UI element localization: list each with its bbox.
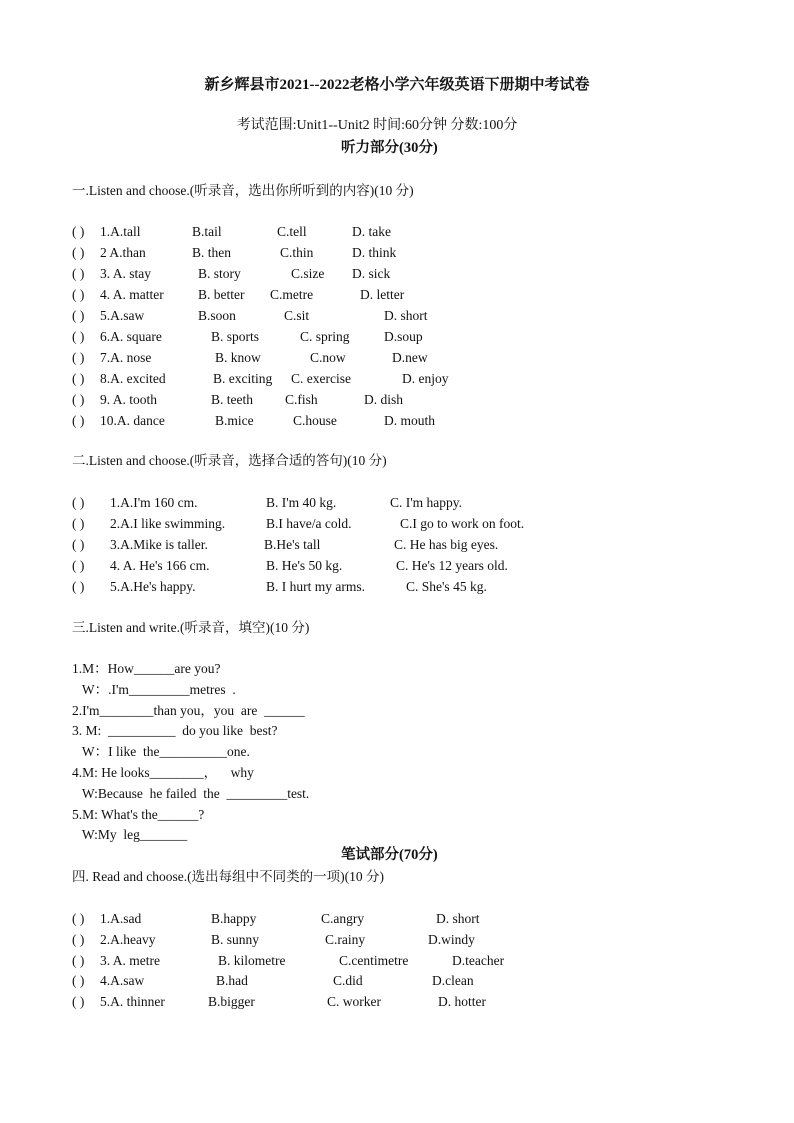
option-b: B. sunny [211,931,260,947]
option-a: 1.A.I'm 160 cm. [110,495,198,510]
option-num: 7.A. nose [100,350,152,365]
option-d: D. enjoy [402,371,449,386]
option-c: C. exercise [291,371,351,386]
option-c: C.thin [280,245,314,260]
option-paren: ( ) [72,537,85,552]
option-b: B. I hurt my arms. [266,579,365,594]
option-b: B.soon [198,308,236,323]
option-d: D.soup [384,329,423,344]
section1-instruction: 一.Listen and choose.(听录音，选出你所听到的内容)(10 分) [72,183,414,198]
option-c: C.house [293,413,337,428]
option-b: B. story [198,266,241,281]
section2-instruction: 二.Listen and choose.(听录音，选择合适的答句)(10 分) [72,453,387,468]
option-b: B. sports [211,329,260,344]
option-paren: ( ) [72,266,85,281]
option-b: B.happy [211,911,257,926]
option-b: B. I'm 40 kg. [266,495,337,510]
option-b: B.tail [192,224,222,239]
option-b: B.I have/a cold. [266,516,352,531]
option-d: D. think [352,245,397,260]
option-c: C.centimetre [339,952,409,968]
option-c: C.rainy [325,931,366,947]
fill-in-line: 1.M：How______are you? [72,661,221,676]
option-num: 1.A.tall [100,224,141,239]
option-num: 3. A. stay [100,266,152,281]
option-d: D. hotter [438,994,486,1010]
option-paren: ( ) [72,287,85,302]
option-paren: ( ) [72,371,85,386]
option-paren: ( ) [72,308,85,323]
option-paren: ( ) [72,245,85,260]
option-d: D. dish [364,392,404,407]
option-c: C. He's 12 years old. [396,558,508,573]
listening-heading: 听力部分(30分) [341,140,438,156]
option-c: C.did [333,973,363,989]
option-a: 2.A.heavy [100,931,156,947]
option-paren: ( ) [72,931,85,947]
option-c: C.angry [321,911,365,926]
option-paren: ( ) [72,495,85,510]
option-d: D. short [384,308,428,323]
fill-in-line: 2.I'm________than you，you are ______ [72,702,305,718]
option-num: 10.A. dance [100,413,165,428]
option-num: 4. A. matter [100,287,164,302]
option-c: C. She's 45 kg. [406,579,487,594]
option-c: C.metre [270,287,314,302]
option-a: 3. A. metre [100,952,160,968]
option-d: D. mouth [384,413,436,428]
option-paren: ( ) [72,973,85,989]
option-c: C.tell [277,224,307,239]
option-c: C.sit [284,308,310,323]
option-b: B.bigger [208,994,255,1010]
option-c: C.fish [285,392,318,407]
option-paren: ( ) [72,350,85,365]
option-num: 8.A. excited [100,371,166,386]
option-c: C.now [310,350,346,365]
exam-title: 新乡辉县市2021--2022老格小学六年级英语下册期中考试卷 [204,77,590,93]
option-paren: ( ) [72,413,85,428]
option-a: 1.A.sad [100,911,142,926]
option-d: D.windy [428,931,475,947]
fill-in-line: W:My leg_______ [72,827,188,843]
fill-in-line: W:Because he failed the _________test. [72,785,310,801]
option-a: 2.A.I like swimming. [110,516,226,531]
option-num: 2 A.than [100,245,146,260]
option-paren: ( ) [72,952,85,968]
option-paren: ( ) [72,224,85,239]
option-d: D. letter [360,287,405,302]
option-b: B. exciting [213,371,273,386]
option-b: B. He's 50 kg. [266,558,343,573]
option-a: 4. A. He's 166 cm. [110,558,210,573]
option-paren: ( ) [72,329,85,344]
option-c: C. spring [300,329,350,344]
fill-in-line: 4.M: He looks________， why [72,765,254,780]
option-b: B. kilometre [218,952,286,968]
option-b: B. teeth [211,392,253,407]
section3-instruction: 三.Listen and write.(听录音，填空)(10 分) [72,620,310,635]
option-paren: ( ) [72,558,85,573]
option-b: B.had [216,973,248,989]
option-num: 5.A.saw [100,308,145,323]
option-d: D.new [392,350,428,365]
option-paren: ( ) [72,579,85,594]
option-b: B.mice [215,413,254,428]
option-paren: ( ) [72,392,85,407]
option-d: D. take [352,224,391,239]
option-d: D. short [436,911,480,926]
option-c: C. He has big eyes. [394,537,499,552]
option-paren: ( ) [72,994,85,1010]
option-b: B.He's tall [264,537,321,552]
option-num: 9. A. tooth [100,392,158,407]
fill-in-line: W：I like the__________one. [72,744,250,760]
option-paren: ( ) [72,911,85,926]
option-num: 6.A. square [100,329,162,344]
option-d: D.teacher [452,952,505,968]
option-a: 5.A. thinner [100,994,165,1010]
option-c: C. I'm happy. [390,495,463,510]
option-a: 4.A.saw [100,973,145,989]
option-c: C. worker [327,994,381,1010]
option-b: B. better [198,287,245,302]
option-c: C.I go to work on foot. [400,516,525,531]
option-d: D. sick [352,266,391,281]
fill-in-line: 3. M: __________ do you like best? [72,723,278,739]
option-a: 3.A.Mike is taller. [110,537,208,552]
option-c: C.size [291,266,325,281]
writing-heading: 笔试部分(70分) [341,847,438,863]
option-a: 5.A.He's happy. [110,579,196,594]
exam-subtitle: 考试范围:Unit1--Unit2 时间:60分钟 分数:100分 [236,118,518,133]
option-b: B. then [192,245,231,260]
fill-in-line: W：.I'm_________metres . [72,681,236,697]
option-b: B. know [215,350,261,365]
option-paren: ( ) [72,516,85,531]
option-d: D.clean [432,973,474,989]
section4-instruction: 四. Read and choose.(选出每组中不同类的一项)(10 分) [72,869,384,884]
fill-in-line: 5.M: What's the______? [72,806,205,822]
